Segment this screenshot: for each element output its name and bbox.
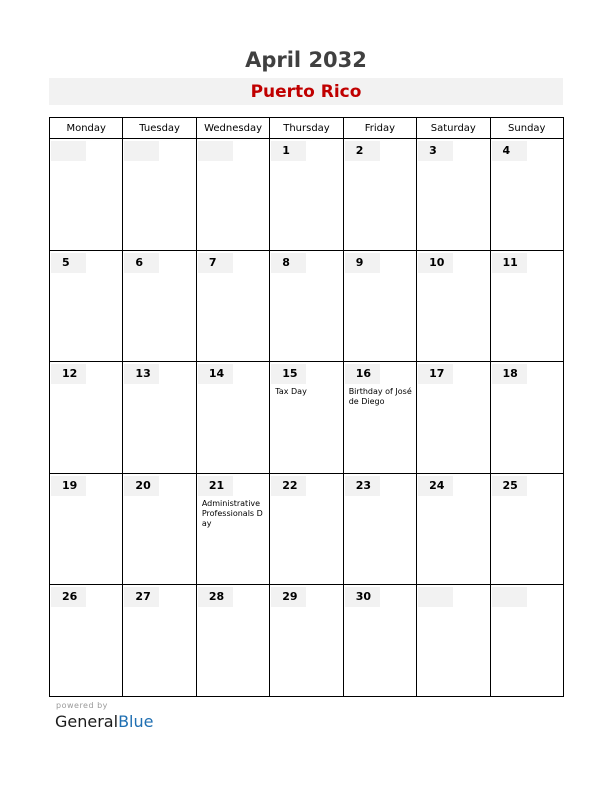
- day-cell: [343, 139, 416, 251]
- event-text: Tax Day: [275, 387, 307, 397]
- day-cell: [123, 473, 196, 585]
- day-number: 6: [124, 253, 159, 273]
- day-cell: [270, 585, 343, 697]
- day-cell: [196, 250, 269, 362]
- day-cell: [123, 585, 196, 697]
- powered-by-label: powered by: [56, 701, 108, 710]
- day-cell: [490, 139, 563, 251]
- day-number: 20: [124, 476, 159, 496]
- weekday-header-row: [50, 118, 564, 139]
- weekday-header: Tuesday: [123, 118, 196, 139]
- day-number: 27: [124, 587, 159, 607]
- week-row: [50, 585, 564, 697]
- day-cell: [343, 585, 416, 697]
- day-cell: [417, 362, 490, 474]
- week-row: [50, 139, 564, 251]
- day-cell: [270, 473, 343, 585]
- weekday-header: Friday: [343, 118, 416, 139]
- day-cell: [343, 250, 416, 362]
- day-cell: [343, 473, 416, 585]
- day-number: 14: [198, 364, 233, 384]
- day-number: 3: [418, 141, 453, 161]
- day-number: 4: [492, 141, 527, 161]
- week-row: [50, 362, 564, 474]
- day-cell: [417, 473, 490, 585]
- day-number: 23: [345, 476, 380, 496]
- day-cell: [50, 139, 123, 251]
- day-cell: [50, 250, 123, 362]
- calendar-grid: [49, 117, 564, 697]
- event-text: Administrative Professionals Day: [201, 498, 263, 528]
- day-cell: [50, 362, 123, 474]
- day-number: 12: [51, 364, 86, 384]
- event-text: Birthday of José de Diego: [348, 387, 412, 407]
- day-cell: [417, 585, 490, 697]
- day-number: 21: [198, 476, 233, 496]
- region-label: Puerto Rico: [250, 82, 362, 102]
- day-cell: [196, 585, 269, 697]
- day-cell: [50, 585, 123, 697]
- page-title: April 2032: [245, 48, 367, 72]
- day-number: 16: [345, 364, 380, 384]
- day-cell: [123, 250, 196, 362]
- day-number: 30: [345, 587, 380, 607]
- day-number: 1: [271, 141, 306, 161]
- day-cell: [123, 139, 196, 251]
- day-number: 11: [492, 253, 527, 273]
- day-number: 5: [51, 253, 86, 273]
- weekday-header: Saturday: [417, 118, 490, 139]
- day-number: 2: [345, 141, 380, 161]
- day-cell: [490, 362, 563, 474]
- day-number: 26: [51, 587, 86, 607]
- day-number: 9: [345, 253, 380, 273]
- day-cell: [343, 362, 416, 474]
- brand-blue-text: Blue: [118, 712, 154, 731]
- brand-general-text: General: [55, 712, 119, 731]
- day-cell: [490, 473, 563, 585]
- day-cell: [490, 585, 563, 697]
- day-number: [198, 141, 233, 161]
- day-number: 15: [271, 364, 306, 384]
- day-cell: [417, 250, 490, 362]
- day-number: 10: [418, 253, 453, 273]
- day-cell: [417, 139, 490, 251]
- day-number: 22: [271, 476, 306, 496]
- weekday-header: Sunday: [490, 118, 563, 139]
- day-number: 25: [492, 476, 527, 496]
- day-number: 28: [198, 587, 233, 607]
- day-cell: [270, 362, 343, 474]
- weekday-header: Thursday: [270, 118, 343, 139]
- weekday-header: Wednesday: [196, 118, 269, 139]
- day-number: [418, 587, 453, 607]
- week-row: [50, 473, 564, 585]
- day-number: 29: [271, 587, 306, 607]
- day-cell: [270, 250, 343, 362]
- weekday-header: Monday: [50, 118, 123, 139]
- day-cell: [270, 139, 343, 251]
- day-number: 13: [124, 364, 159, 384]
- day-number: 18: [492, 364, 527, 384]
- day-cell: [196, 473, 269, 585]
- day-number: 8: [271, 253, 306, 273]
- day-number: [51, 141, 86, 161]
- week-row: [50, 250, 564, 362]
- day-number: 19: [51, 476, 86, 496]
- day-number: [124, 141, 159, 161]
- day-cell: [196, 139, 269, 251]
- day-number: 24: [418, 476, 453, 496]
- day-number: 17: [418, 364, 453, 384]
- day-cell: [123, 362, 196, 474]
- day-cell: [490, 250, 563, 362]
- day-cell: [50, 473, 123, 585]
- brand-logo[interactable]: [55, 712, 153, 731]
- day-number: 7: [198, 253, 233, 273]
- day-cell: [196, 362, 269, 474]
- day-number: [492, 587, 527, 607]
